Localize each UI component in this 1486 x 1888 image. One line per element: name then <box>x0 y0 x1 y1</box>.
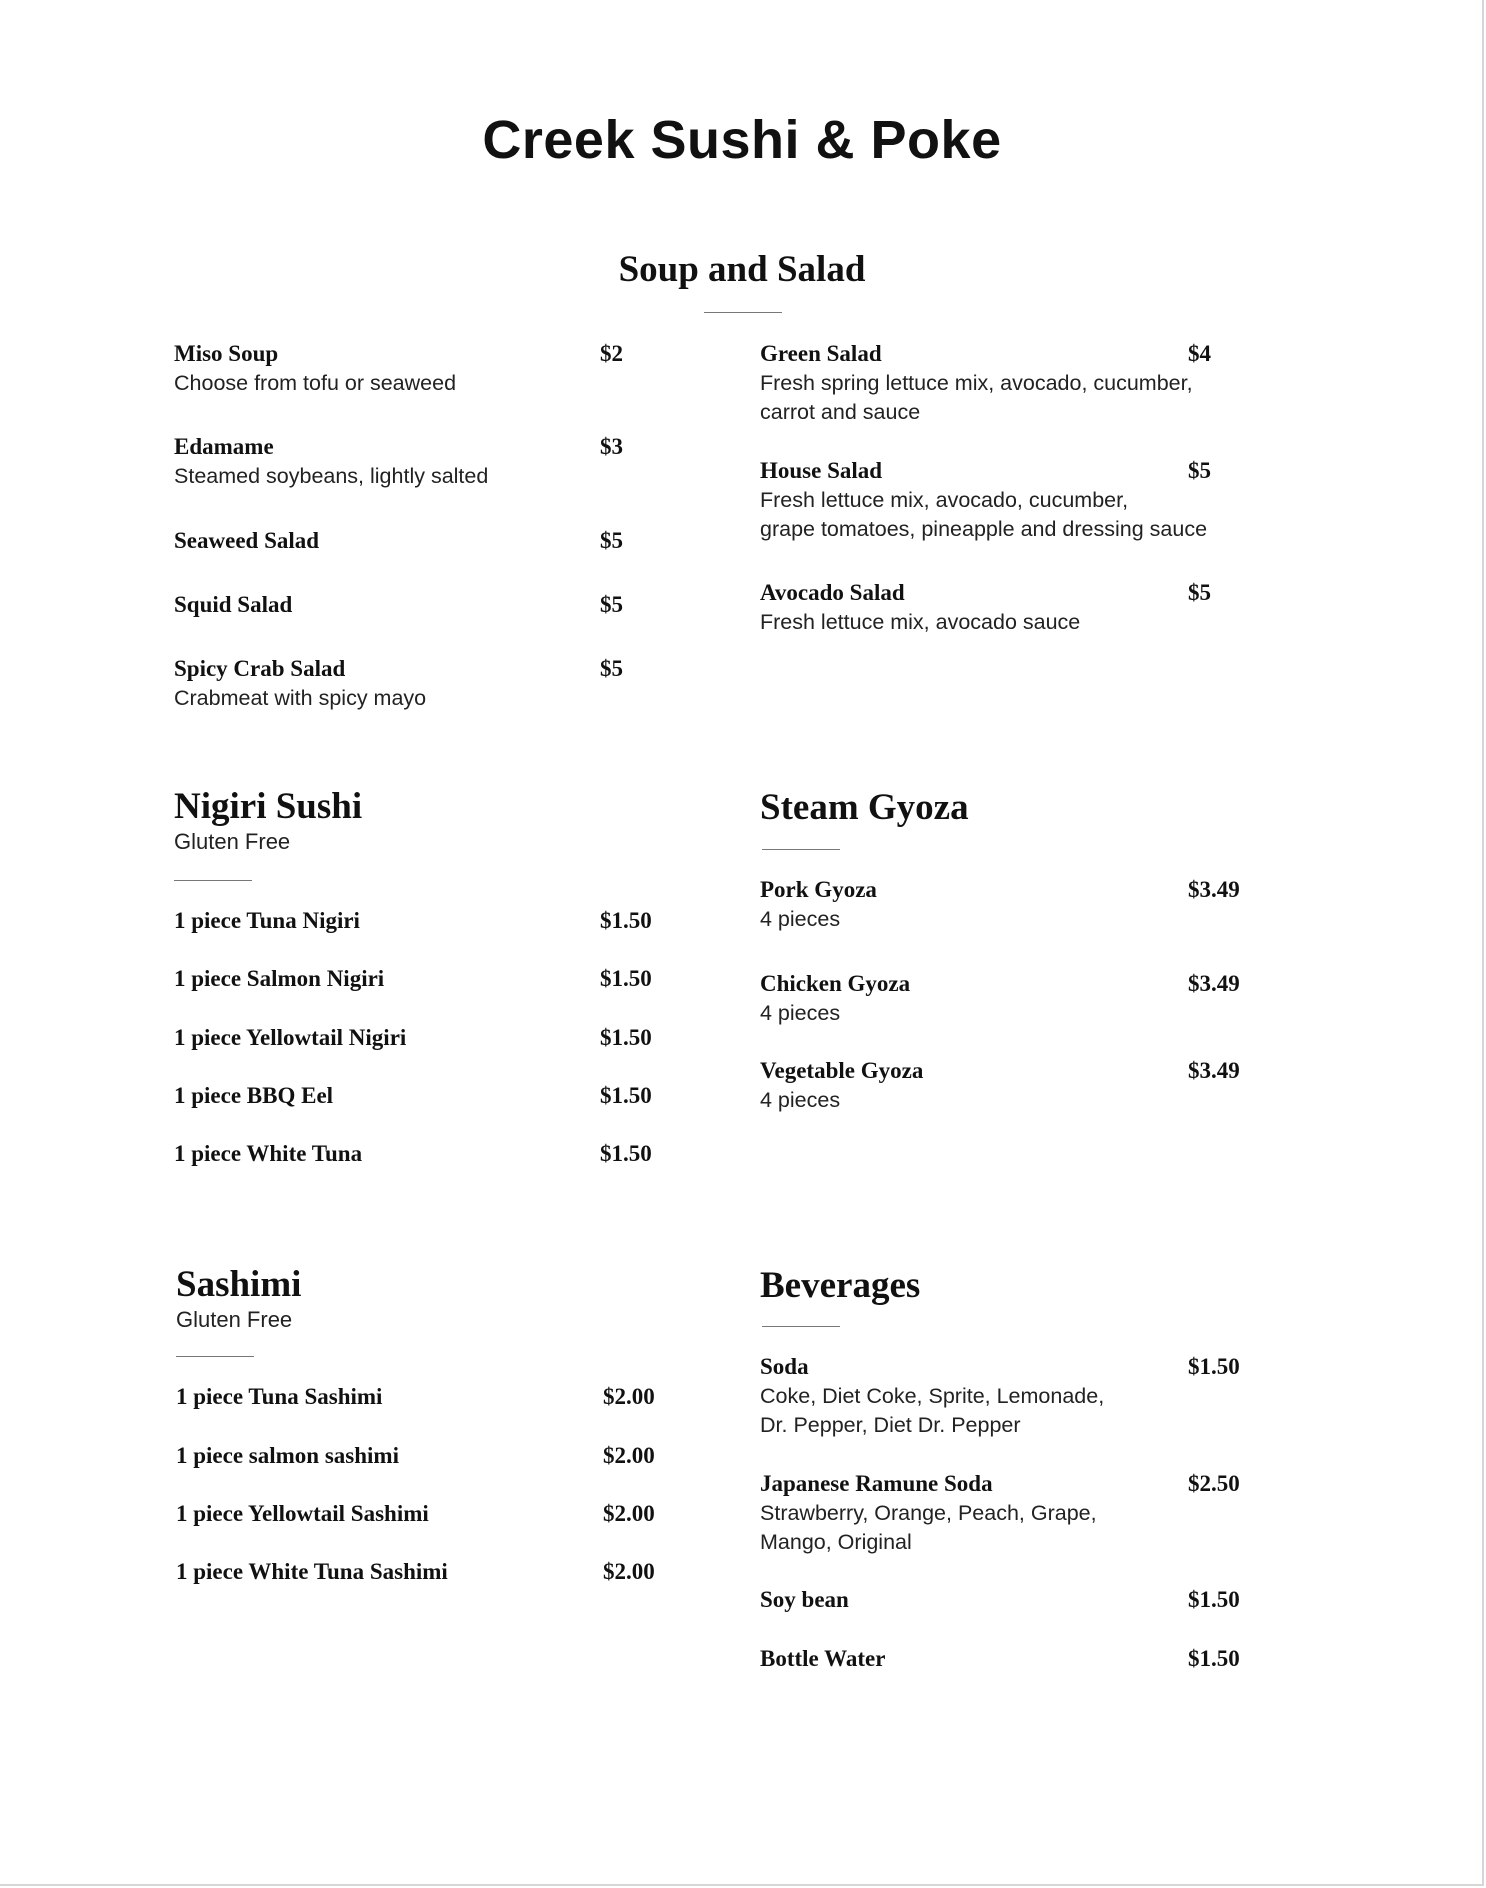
item-name-soda: Soda <box>760 1354 809 1379</box>
item-name-salmon-sashimi: 1 piece salmon sashimi <box>176 1443 399 1468</box>
item-name-edamame: Edamame <box>174 434 274 459</box>
item-desc-house-salad-line2: grape tomatoes, pineapple and dressing sauce <box>760 517 1208 541</box>
section-divider <box>176 1356 254 1357</box>
item-desc-soda-line2: Dr. Pepper, Diet Dr. Pepper <box>760 1413 1021 1437</box>
item-price-yellowtail-sashimi: $2.00 <box>603 1501 655 1526</box>
item-name-chicken-gyoza: Chicken Gyoza <box>760 971 911 996</box>
item-name-squid-salad: Squid Salad <box>174 592 293 617</box>
item-desc-avocado-salad: Fresh lettuce mix, avocado sauce <box>760 610 1081 634</box>
section-subtitle-nigiri: Gluten Free <box>174 829 291 854</box>
item-name-pork-gyoza: Pork Gyoza <box>760 877 877 902</box>
section-divider <box>762 1326 840 1327</box>
item-price-avocado-salad: $5 <box>1188 580 1211 605</box>
item-price-soda: $1.50 <box>1188 1354 1240 1379</box>
item-price-miso-soup: $2 <box>600 341 623 366</box>
item-desc-vegetable-gyoza: 4 pieces <box>760 1088 841 1112</box>
item-desc-miso-soup: Choose from tofu or seaweed <box>174 371 457 395</box>
item-price-vegetable-gyoza: $3.49 <box>1188 1058 1240 1083</box>
section-divider <box>704 312 782 313</box>
section-title-sashimi: Sashimi <box>176 1264 302 1305</box>
item-price-green-salad: $4 <box>1188 341 1211 366</box>
item-name-white-tuna: 1 piece White Tuna <box>174 1141 363 1166</box>
item-desc-pork-gyoza: 4 pieces <box>760 907 841 931</box>
item-desc-edamame: Steamed soybeans, lightly salted <box>174 464 489 488</box>
item-desc-chicken-gyoza: 4 pieces <box>760 1001 841 1025</box>
item-price-yellowtail-nigiri: $1.50 <box>600 1025 652 1050</box>
item-price-spicy-crab-salad: $5 <box>600 656 623 681</box>
item-price-soy-bean: $1.50 <box>1188 1587 1240 1612</box>
item-price-squid-salad: $5 <box>600 592 623 617</box>
item-desc-green-salad-line2: carrot and sauce <box>760 400 921 424</box>
menu-title: Creek Sushi & Poke <box>482 110 1002 170</box>
item-price-salmon-sashimi: $2.00 <box>603 1443 655 1468</box>
item-name-yellowtail-sashimi: 1 piece Yellowtail Sashimi <box>176 1501 429 1526</box>
section-title-beverages: Beverages <box>760 1265 921 1306</box>
section-subtitle-sashimi: Gluten Free <box>176 1307 293 1332</box>
item-price-salmon-nigiri: $1.50 <box>600 966 652 991</box>
item-name-soy-bean: Soy bean <box>760 1587 849 1612</box>
item-name-salmon-nigiri: 1 piece Salmon Nigiri <box>174 966 385 991</box>
item-price-tuna-nigiri: $1.50 <box>600 908 652 933</box>
section-divider <box>762 849 840 850</box>
item-price-tuna-sashimi: $2.00 <box>603 1384 655 1409</box>
item-price-house-salad: $5 <box>1188 458 1211 483</box>
item-price-pork-gyoza: $3.49 <box>1188 877 1240 902</box>
item-desc-green-salad-line1: Fresh spring lettuce mix, avocado, cucumber, <box>760 371 1193 395</box>
section-title-nigiri: Nigiri Sushi <box>174 786 363 827</box>
item-name-green-salad: Green Salad <box>760 341 882 366</box>
item-name-tuna-nigiri: 1 piece Tuna Nigiri <box>174 908 360 933</box>
item-price-bottle-water: $1.50 <box>1188 1646 1240 1671</box>
item-name-tuna-sashimi: 1 piece Tuna Sashimi <box>176 1384 383 1409</box>
item-price-bbq-eel: $1.50 <box>600 1083 652 1108</box>
section-divider <box>174 880 252 881</box>
section-title-soup-salad: Soup and Salad <box>618 249 866 290</box>
item-name-vegetable-gyoza: Vegetable Gyoza <box>760 1058 924 1083</box>
item-price-edamame: $3 <box>600 434 623 459</box>
item-price-seaweed-salad: $5 <box>600 528 623 553</box>
item-price-chicken-gyoza: $3.49 <box>1188 971 1240 996</box>
item-name-seaweed-salad: Seaweed Salad <box>174 528 320 553</box>
item-desc-ramune-soda-line1: Strawberry, Orange, Peach, Grape, <box>760 1501 1097 1525</box>
item-name-yellowtail-nigiri: 1 piece Yellowtail Nigiri <box>174 1025 407 1050</box>
item-name-bottle-water: Bottle Water <box>760 1646 886 1671</box>
item-name-avocado-salad: Avocado Salad <box>760 580 905 605</box>
item-desc-soda-line1: Coke, Diet Coke, Sprite, Lemonade, <box>760 1384 1105 1408</box>
item-price-white-tuna: $1.50 <box>600 1141 652 1166</box>
item-name-ramune-soda: Japanese Ramune Soda <box>760 1471 993 1496</box>
item-name-white-tuna-sashimi: 1 piece White Tuna Sashimi <box>176 1559 448 1584</box>
item-name-house-salad: House Salad <box>760 458 883 483</box>
item-desc-house-salad-line1: Fresh lettuce mix, avocado, cucumber, <box>760 488 1129 512</box>
item-desc-spicy-crab-salad: Crabmeat with spicy mayo <box>174 686 427 710</box>
item-price-ramune-soda: $2.50 <box>1188 1471 1240 1496</box>
item-price-white-tuna-sashimi: $2.00 <box>603 1559 655 1584</box>
item-name-miso-soup: Miso Soup <box>174 341 279 366</box>
section-title-gyoza: Steam Gyoza <box>760 787 969 828</box>
item-name-spicy-crab-salad: Spicy Crab Salad <box>174 656 346 681</box>
item-name-bbq-eel: 1 piece BBQ Eel <box>174 1083 334 1108</box>
item-desc-ramune-soda-line2: Mango, Original <box>760 1530 912 1554</box>
